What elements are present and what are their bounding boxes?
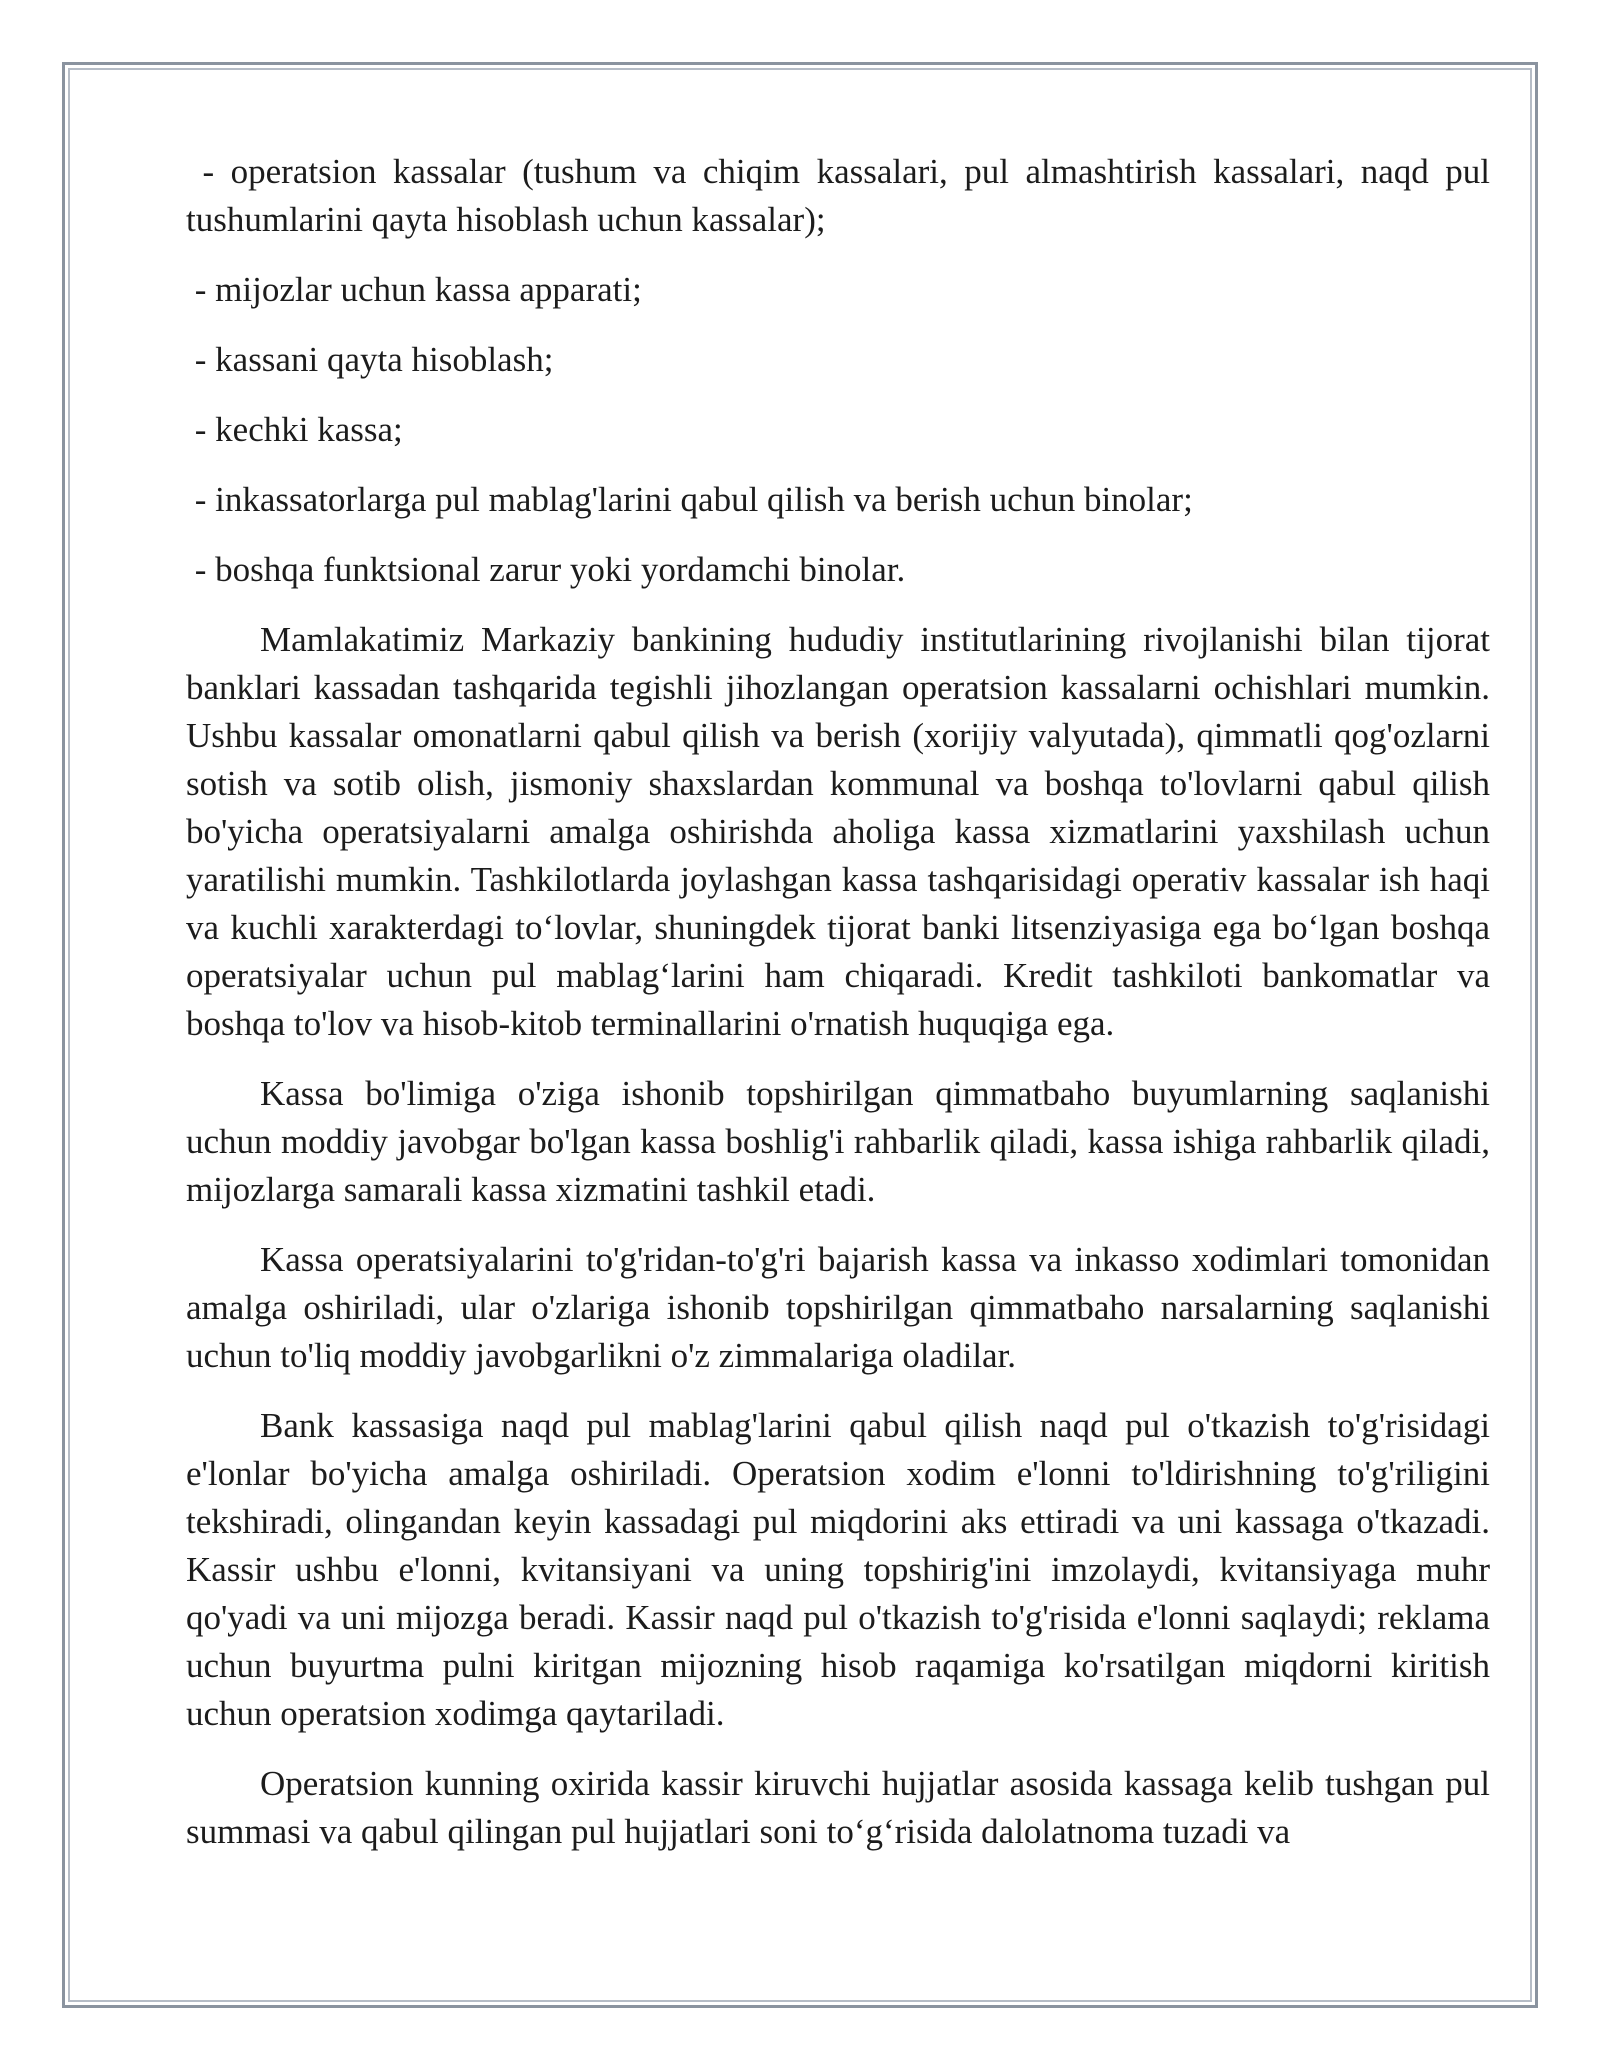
list-item: - operatsion kassalar (tushum va chiqim kassalari, pul almashtirish kassalari, naqd pul tushumlarini qayta hisoblash uchun kassalar); [186,152,1499,239]
paragraph: Kassa bo'limiga o'ziga ishonib topshirilgan qimmatbaho buyumlarning saqlanishi uchun moddiy javobgar bo'lgan kassa boshlig'i rahbarlik qiladi, kassa ishiga rahbarlik qiladi, mijozlarga samarali kassa xizmatini tashkil etadi. [186,1074,1490,1209]
list-item: - kechki kassa; [186,410,403,449]
paragraph: Bank kassasiga naqd pul mablag'larini qabul qilish naqd pul o'tkazish to'g'risidagi e'lonlar bo'yicha amalga oshiriladi. Operatsion xodim e'lonni to'ldirishning to'g'riligini tekshiradi, olingandan keyin kassadagi pul miqdorini aks ettiradi va uni kassaga o'tkazadi. Kassir ushbu e'lonni, kvitansiyani va uning topshirig'ini imzolaydi, kvitansiyaga muhr qo'yadi va uni mijozga beradi. Kassir naqd pul o'tkazish to'g'risida e'lonni saqlaydi; reklama uchun buyurtma pulni kiritgan mijozning hisob raqamiga ko'rsatilgan miqdorni kiritish uchun operatsion xodimga qaytariladi. [186,1406,1490,1733]
list-item: - mijozlar uchun kassa apparati; [186,270,642,309]
paragraph: Operatsion kunning oxirida kassir kiruvchi hujjatlar asosida kassaga kelib tushgan pul summasi va qabul qilingan pul hujjatlari soni to‘g‘risida dalolatnoma tuzadi va [186,1764,1490,1851]
list-item: - boshqa funktsional zarur yoki yordamchi binolar. [186,550,906,589]
document-body [186,148,1499,1878]
paragraph: Mamlakatimiz Markaziy bankining hududiy institutlarining rivojlanishi bilan tijorat banklari kassadan tashqarida tegishli jihozlangan operatsion kassalarni ochishlari mumkin. Ushbu kassalar omonatlarni qabul qilish va berish (xorijiy valyutada), qimmatli qog'ozlarni sotish va sotib olish, jismoniy shaxslardan kommunal va boshqa to'lovlarni qabul qilish bo'yicha operatsiyalarni amalga oshirishda aholiga kassa xizmatlarini yaxshilash uchun yaratilishi mumkin. Tashkilotlarda joylashgan kassa tashqarisidagi operativ kassalar ish haqi va kuchli xarakterdagi to‘lovlar, shuningdek tijorat banki litsenziyasiga ega bo‘lgan boshqa operatsiyalar uchun pul mablag‘larini ham chiqaradi. Kredit tashkiloti bankomatlar va boshqa to'lov va hisob-kitob terminallarini o'rnatish huquqiga ega. [186,620,1490,1043]
paragraph: Kassa operatsiyalarini to'g'ridan-to'g'ri bajarish kassa va inkasso xodimlari tomonidan amalga oshiriladi, ular o'zlariga ishonib topshirilgan qimmatbaho narsalarning saqlanishi uchun to'liq moddiy javobgarlikni o'z zimmalariga oladilar. [186,1240,1490,1375]
list-item: - inkassatorlarga pul mablag'larini qabul qilish va berish uchun binolar; [186,480,1193,519]
list-item: - kassani qayta hisoblash; [186,340,554,379]
